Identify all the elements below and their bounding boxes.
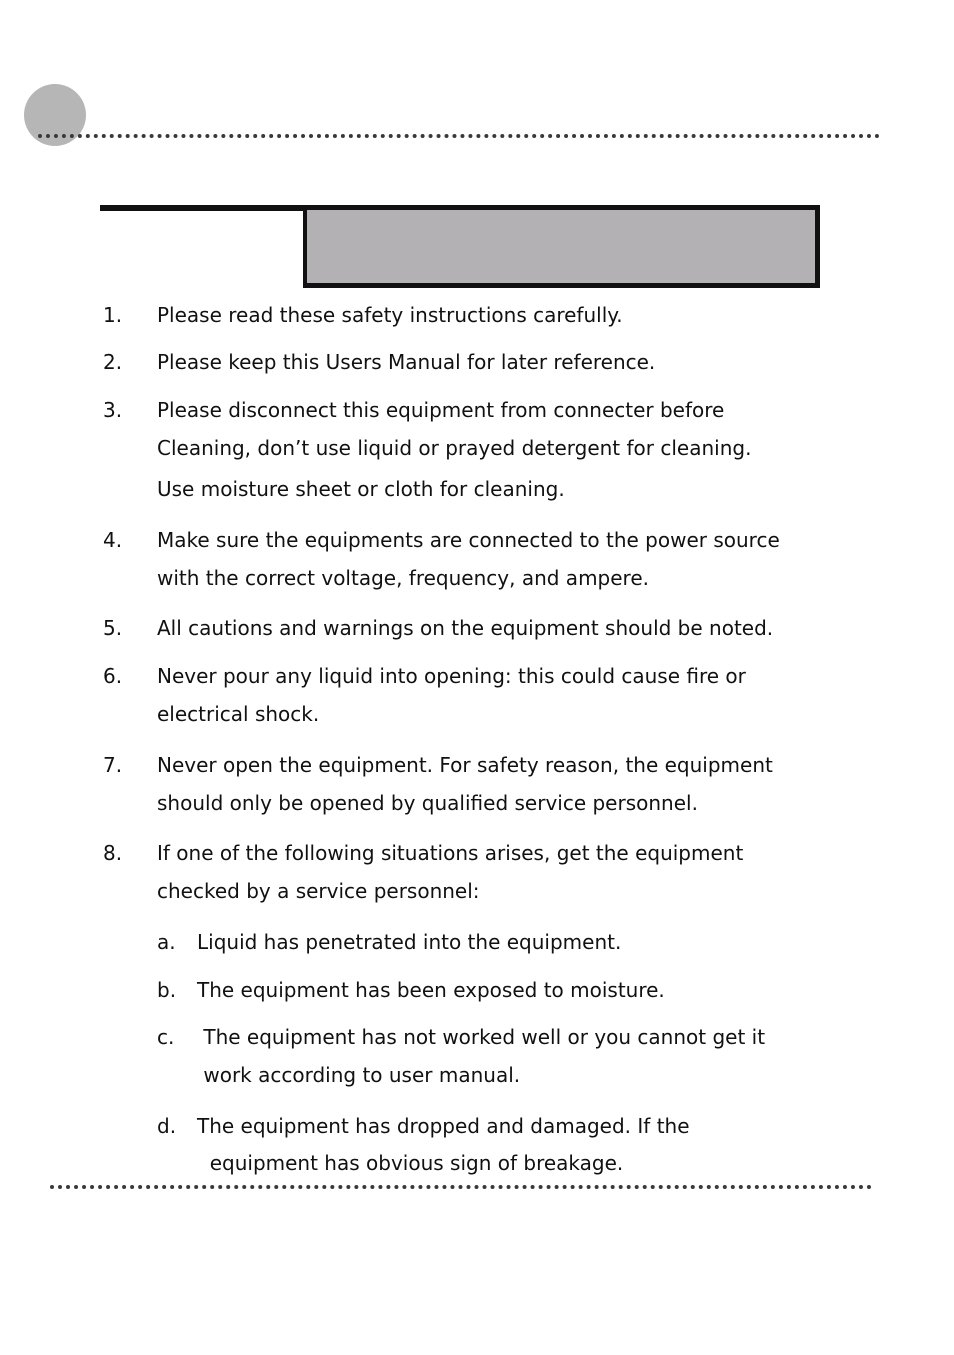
instruction-text: If one of the following situations arises, get the equipment [157,841,744,865]
instruction-text: All cautions and warnings on the equipment should be noted. [157,616,774,640]
instruction-number: 6. [103,664,123,688]
header-title-box [303,205,820,288]
header-bar [100,205,304,211]
situation-text: equipment has obvious sign of breakage. [197,1151,624,1175]
instruction-text: Please disconnect this equipment from connecter before [157,398,725,422]
situation-letter: b. [157,978,177,1002]
instruction-text: checked by a service personnel: [157,879,480,903]
instruction-text: Never open the equipment. For safety reason, the equipment [157,753,773,777]
instruction-number: 8. [103,841,123,865]
situation-letter: d. [157,1114,177,1138]
instruction-number: 1. [103,303,123,327]
instruction-text: Make sure the equipments are connected to the power source [157,528,780,552]
instruction-text: Never pour any liquid into opening: this could cause fire or [157,664,746,688]
instruction-text: Cleaning, don’t use liquid or prayed detergent for cleaning. [157,436,752,460]
situation-text: The equipment has not worked well or you cannot get it [197,1025,766,1049]
situation-text: The equipment has dropped and damaged. If the [197,1114,690,1138]
bottom-dotted-rule [50,1185,872,1189]
instruction-text: with the correct voltage, frequency, and ampere. [157,566,649,590]
instruction-number: 3. [103,398,123,422]
instruction-text: Use moisture sheet or cloth for cleaning. [157,477,565,501]
situation-letter: a. [157,930,176,954]
instruction-text: electrical shock. [157,702,320,726]
instruction-number: 2. [103,350,123,374]
situation-text: The equipment has been exposed to moisture. [197,978,665,1002]
situation-text: Liquid has penetrated into the equipment. [197,930,622,954]
top-dotted-rule [38,134,880,138]
instruction-number: 4. [103,528,123,552]
situation-letter: c. [157,1025,175,1049]
instruction-text: Please read these safety instructions carefully. [157,303,623,327]
situation-text: work according to user manual. [197,1063,521,1087]
instruction-text: should only be opened by qualified service personnel. [157,791,698,815]
instruction-number: 7. [103,753,123,777]
instruction-number: 5. [103,616,123,640]
instruction-text: Please keep this Users Manual for later reference. [157,350,656,374]
